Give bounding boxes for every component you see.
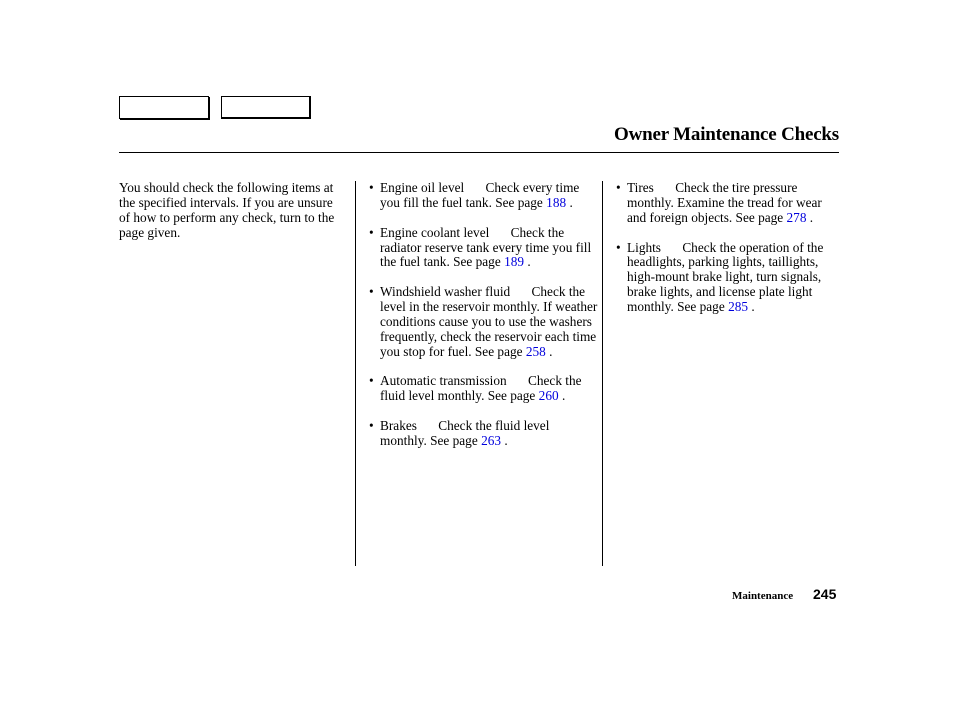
check-item: Lights: [627, 239, 661, 255]
bullet-icon: •: [616, 180, 621, 195]
page-title: Owner Maintenance Checks: [614, 124, 839, 145]
check-text: Check the radiator reserve tank every time you fill the fuel tank. See page: [380, 224, 592, 270]
page-link-263[interactable]: 263: [481, 432, 502, 448]
page-link-188[interactable]: 188: [546, 194, 567, 210]
page-link-260[interactable]: 260: [538, 388, 559, 404]
column-divider: [602, 181, 603, 566]
check-item: Tires: [627, 180, 654, 195]
check-text: Check the operation of the headlights, parking lights, taillights, high-mount brake light, turn signals, brake lights, and license plate light monthly. See page: [627, 239, 824, 315]
footer-section-label: Maintenance: [732, 590, 794, 602]
check-lights: • Lights Check the operation of the headlights, parking lights, taillights, high-mount brake light, turn signals, brake lights, and license plate light monthly. See page 285 .: [616, 239, 824, 315]
check-text: Check the level in the reservoir monthly. If weather conditions cause you to use the washers frequently, check the reservoir each time you stop for fuel. See page: [380, 284, 598, 359]
nav-button-next[interactable]: [221, 96, 311, 119]
column-divider: [355, 181, 356, 566]
bullet-icon: •: [369, 418, 374, 434]
check-item: Engine oil level: [380, 180, 465, 195]
bullet-icon: •: [369, 180, 374, 195]
check-text: Check the fluid level monthly. See page: [380, 418, 550, 448]
page-link-285[interactable]: 285: [728, 299, 749, 315]
page-link-278[interactable]: 278: [786, 209, 807, 225]
check-tires: • Tires Check the tire pressure monthly. Examine the tread for wear and foreign objects. See page 278 .: [616, 180, 822, 225]
check-washer-fluid: • Windshield washer fluid Check the level in the reservoir monthly. If weather conditions cause you to use the washers frequently, check the reservoir each time you stop for fuel. See page 258 .: [369, 284, 598, 359]
checks-column-right: [616, 181, 841, 330]
header-divider: [119, 152, 839, 153]
checks-column-middle: [369, 181, 599, 464]
page-link-258[interactable]: 258: [525, 343, 546, 359]
intro-column: [119, 181, 339, 241]
page-number: 245: [813, 586, 837, 602]
check-engine-oil: • Engine oil level Check every time you fill the fuel tank. See page 188 .: [369, 180, 580, 210]
page-link-189[interactable]: 189: [504, 254, 525, 270]
intro-text: You should check the following items at the specified intervals. If you are unsure of how to perform any check, turn to the page given.: [119, 180, 335, 240]
check-automatic-transmission: • Automatic transmission Check the fluid level monthly. See page 260 .: [369, 373, 582, 404]
bullet-icon: •: [369, 284, 374, 300]
check-brakes: • Brakes Check the fluid level monthly. See page 263 .: [369, 418, 550, 448]
check-engine-coolant: • Engine coolant level Check the radiator reserve tank every time you fill the fuel tank. See page 189 .: [369, 224, 592, 270]
check-item: Windshield washer fluid: [380, 284, 511, 300]
nav-button-previous[interactable]: [119, 96, 209, 119]
check-text: Check the tire pressure monthly. Examine the tread for wear and foreign objects. See page: [627, 180, 822, 225]
bullet-icon: •: [369, 373, 374, 389]
check-text: Check the fluid level monthly. See page: [380, 373, 582, 404]
check-item: Engine coolant level: [380, 224, 490, 240]
bullet-icon: •: [616, 239, 621, 255]
check-item: Automatic transmission: [380, 373, 507, 389]
check-text: Check every time you fill the fuel tank. See page: [380, 180, 580, 210]
check-item: Brakes: [380, 418, 417, 434]
bullet-icon: •: [369, 224, 374, 240]
